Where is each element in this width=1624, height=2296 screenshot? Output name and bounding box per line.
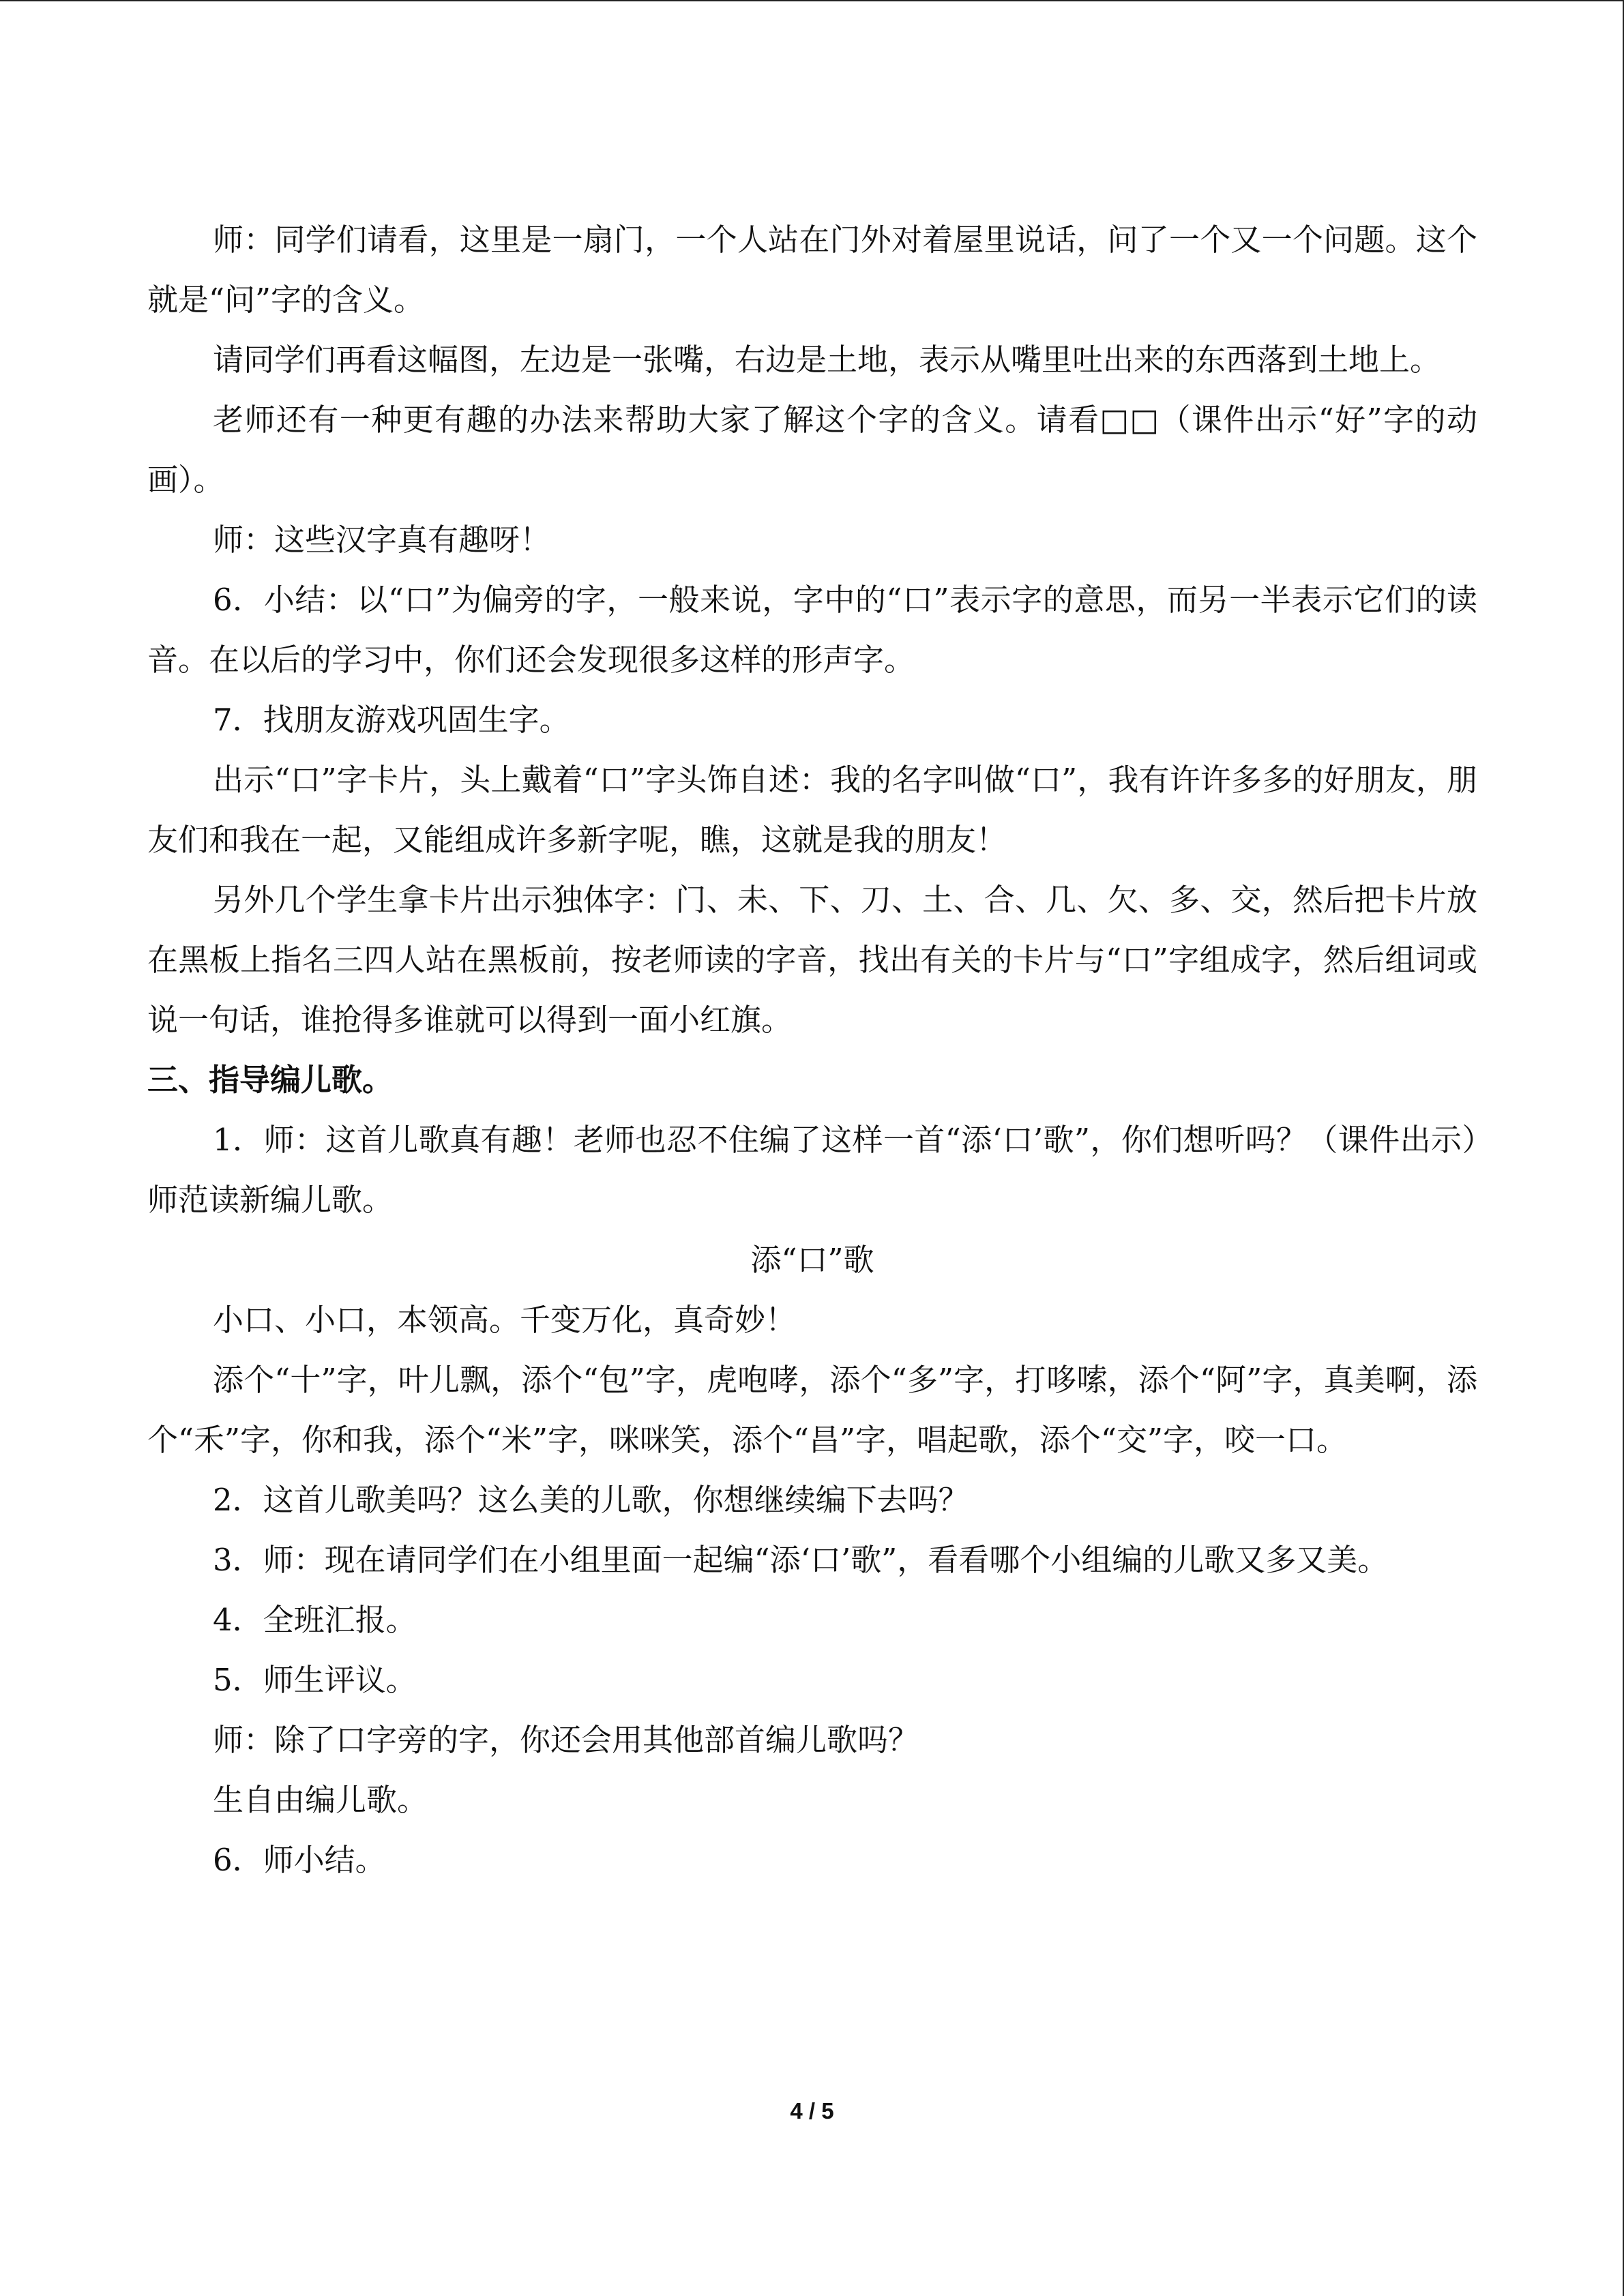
- step-6: 6．师小结。: [213, 1842, 386, 1878]
- paragraph-picture-explanation: 请同学们再看这幅图，左边是一张嘴，右边是土地，表示从嘴里吐出来的东西落到土地上。: [213, 342, 1441, 378]
- paragraph-card-game: 另外几个学生拿卡片出示独体字：门、未、下、刀、土、合、几、欠、多、交，然后把卡片放在黑板上指名三四人站在黑板前，按老师读的字音，找出有关的卡片与“口”字组成字，然后组词或说一句话，谁抢得多谁就可以得到一面小红旗。: [147, 882, 1477, 1038]
- step-1: 1．师：这首儿歌真有趣！老师也忍不住编了这样一首“添‘口’歌”，你们想听吗？（课件出示）师范读新编儿歌。: [147, 1122, 1477, 1218]
- poem-line-2: 添个“十”字，叶儿飘，添个“包”字，虎咆哮，添个“多”字，打哆嗦，添个“阿”字，真美啊，添个“禾”字，你和我，添个“米”字，咪咪笑，添个“昌”字，唱起歌，添个“交”字，咬一口。: [147, 1362, 1477, 1458]
- poem-title: 添“口”歌: [750, 1242, 874, 1278]
- step-3: 3．师：现在请同学们在小组里面一起编“添‘口’歌”，看看哪个小组编的儿歌又多又美。: [213, 1542, 1389, 1578]
- step-4: 4．全班汇报。: [213, 1602, 417, 1638]
- student-action: 生自由编儿歌。: [213, 1782, 428, 1818]
- top-border-line: [0, 0, 1624, 1]
- paragraph-animation-intro: 老师还有一种更有趣的办法来帮助大家了解这个字的含义。请看□□（课件出示“好”字的动画）。: [147, 402, 1477, 498]
- step-2: 2．这首儿歌美吗？这么美的儿歌，你想继续编下去吗？: [213, 1482, 969, 1518]
- paragraph-card-intro: 出示“口”字卡片，头上戴着“口”字头饰自述：我的名字叫做“口”，我有许许多多的好朋友，朋友们和我在一起，又能组成许多新字呢，瞧，这就是我的朋友！: [147, 762, 1477, 858]
- step-5: 5．师生评议。: [213, 1662, 417, 1698]
- section-heading: 三、指导编儿歌。: [147, 1062, 394, 1098]
- page-number: 4 / 5: [790, 2098, 834, 2123]
- paragraph-game-7: 7．找朋友游戏巩固生字。: [213, 702, 570, 738]
- paragraph-summary-6: 6．小结：以“口”为偏旁的字，一般来说，字中的“口”表示字的意思，而另一半表示它们的读音。在以后的学习中，你们还会发现很多这样的形声字。: [147, 582, 1477, 678]
- teacher-question: 师：除了口字旁的字，你还会用其他部首编儿歌吗？: [213, 1722, 919, 1758]
- paragraph-door-explanation: 师：同学们请看，这里是一扇门，一个人站在门外对着屋里说话，问了一个又一个问题。这个就是“问”字的含义。: [147, 222, 1477, 318]
- poem-line-1: 小口、小口，本领高。千变万化，真奇妙！: [213, 1302, 797, 1338]
- document-body: [147, 210, 1477, 1890]
- paragraph-interesting-characters: 师：这些汉字真有趣呀！: [213, 522, 551, 558]
